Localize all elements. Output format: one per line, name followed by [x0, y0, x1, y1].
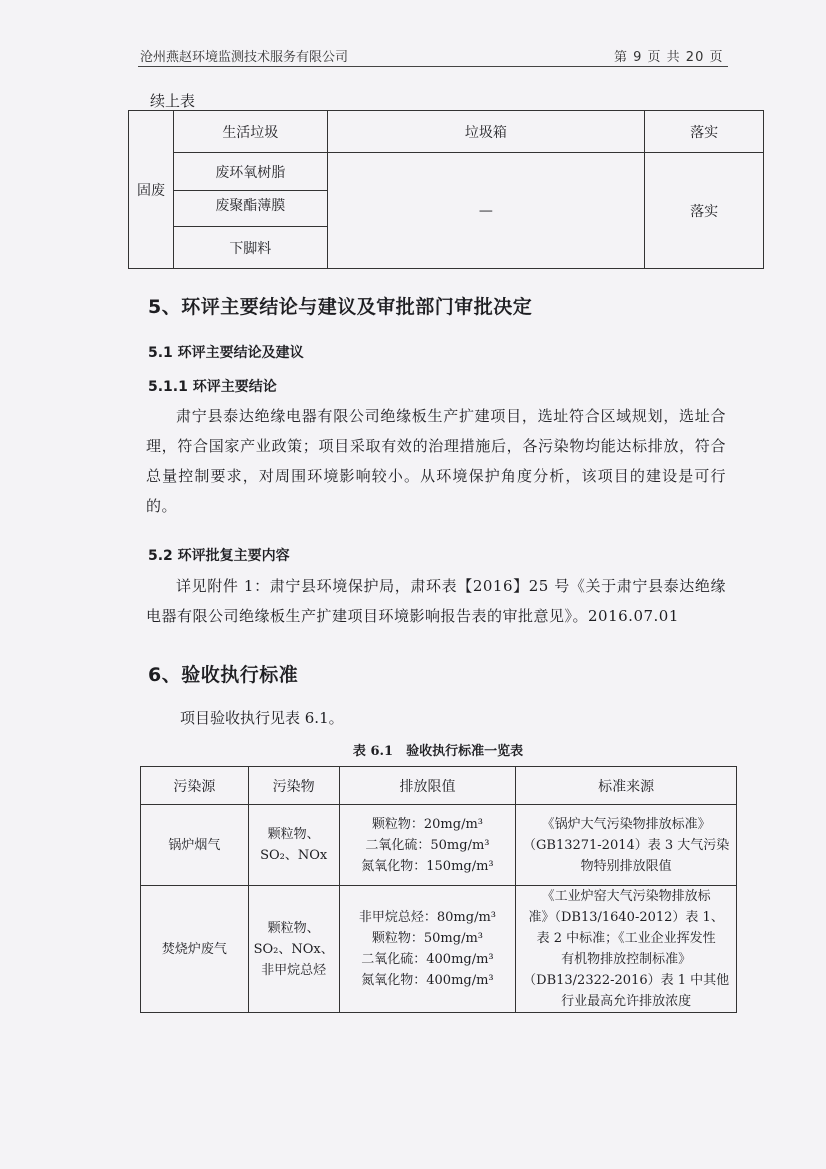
section5-1-1-heading: 5.1.1 环评主要结论 — [148, 379, 277, 395]
pollutant-cell — [248, 805, 339, 886]
item-cell: 废环氧树脂 — [173, 153, 327, 191]
waste-measures-table — [128, 110, 764, 269]
pollutant-line: SO₂、NOx — [260, 848, 328, 863]
limit-cell — [339, 805, 516, 886]
standard-line: 《锅炉大气污染物排放标准》 — [541, 816, 711, 832]
column-header: 污染源 — [141, 767, 249, 805]
approval-paragraph: 详见附件 1：肃宁县环境保护局，肃环表【2016】25 号《关于肃宁县泰达绝缘电器有限公司绝缘板生产扩建项目环境影响报告表的审批意见》。2016.07.01 — [146, 577, 726, 625]
standard-line: （DB13/2322-2016）表 1 中其他 — [523, 973, 730, 988]
measure-cell: — — [327, 153, 644, 269]
limit-line: 颗粒物：20mg/m³ — [371, 816, 484, 832]
limit-line: 非甲烷总烃：80mg/m³ — [358, 910, 497, 925]
table-row — [141, 805, 737, 886]
limit-line: 二氧化硫：50mg/m³ — [365, 837, 490, 853]
table-row — [129, 111, 764, 153]
standard-line: 物特别排放限值 — [580, 858, 672, 874]
limit-line: 颗粒物：50mg/m³ — [371, 931, 484, 946]
section5-2-heading: 5.2 环评批复主要内容 — [148, 548, 290, 564]
section6-title: 6、验收执行标准 — [148, 664, 299, 686]
item-cell: 下脚料 — [173, 227, 327, 269]
column-header: 标准来源 — [516, 767, 737, 805]
item-cell: 废聚酯薄膜 — [173, 191, 327, 227]
standard-line: 行业最高允许排放浓度 — [561, 994, 692, 1009]
standard-line: 准》（DB13/1640-2012）表 1、 — [528, 910, 724, 925]
limit-line: 氮氧化物：150mg/m³ — [361, 858, 494, 874]
table-caption: 表 6.1 验收执行标准一览表 — [352, 744, 524, 759]
limit-line: 氮氧化物：400mg/m³ — [361, 973, 494, 988]
section5-1-heading: 5.1 环评主要结论及建议 — [148, 345, 304, 361]
standard-line: （GB13271-2014）表 3 大气污染 — [523, 837, 730, 853]
header-company: 沧州燕赵环境监测技术服务有限公司 — [140, 50, 349, 65]
pollutant-line: 颗粒物、 — [267, 827, 320, 842]
continued-label: 续上表 — [150, 92, 196, 110]
header-divider — [138, 66, 728, 67]
status-cell: 落实 — [645, 153, 764, 269]
column-header: 排放限值 — [339, 767, 516, 805]
standard-cell — [516, 805, 737, 886]
section6-intro: 项目验收执行见表 6.1。 — [180, 709, 344, 727]
standard-line: 表 2 中标准；《工业企业挥发性 — [536, 931, 716, 946]
source-cell: 锅炉烟气 — [141, 805, 249, 886]
status-cell: 落实 — [645, 111, 764, 153]
measure-cell: 垃圾箱 — [327, 111, 644, 153]
standard-line: 《工业炉窑大气污染物排放标 — [541, 889, 711, 904]
limit-line: 二氧化硫：400mg/m³ — [361, 952, 494, 967]
table-row — [129, 153, 764, 191]
pollutant-line: 颗粒物、 — [267, 920, 320, 936]
header-page-info: 第 9 页 共 20 页 — [614, 50, 724, 65]
table-header-row — [141, 767, 737, 805]
standard-cell — [516, 886, 737, 1013]
pollutant-cell — [248, 886, 339, 1013]
pollutant-line: 非甲烷总烃 — [261, 962, 327, 978]
conclusion-paragraph: 肃宁县泰达绝缘电器有限公司绝缘板生产扩建项目，选址符合区域规划，选址合理，符合国家产业政策；项目采取有效的治理措施后，各污染物均能达标排放，符合总量控制要求，对周围环境影响较小。从环境保护角度分析，该项目的建设是可行的。 — [146, 407, 726, 515]
section5-title: 5、环评主要结论与建议及审批部门审批决定 — [148, 296, 533, 318]
standards-table — [140, 766, 737, 1013]
column-header: 污染物 — [248, 767, 339, 805]
table-row — [141, 886, 737, 1013]
category-cell: 固废 — [129, 111, 174, 269]
standard-line: 有机物排放控制标准》 — [561, 952, 692, 967]
item-cell: 生活垃圾 — [173, 111, 327, 153]
source-cell: 焚烧炉废气 — [141, 886, 249, 1013]
limit-cell — [339, 886, 516, 1013]
pollutant-line: SO₂、NOx、 — [253, 941, 334, 957]
